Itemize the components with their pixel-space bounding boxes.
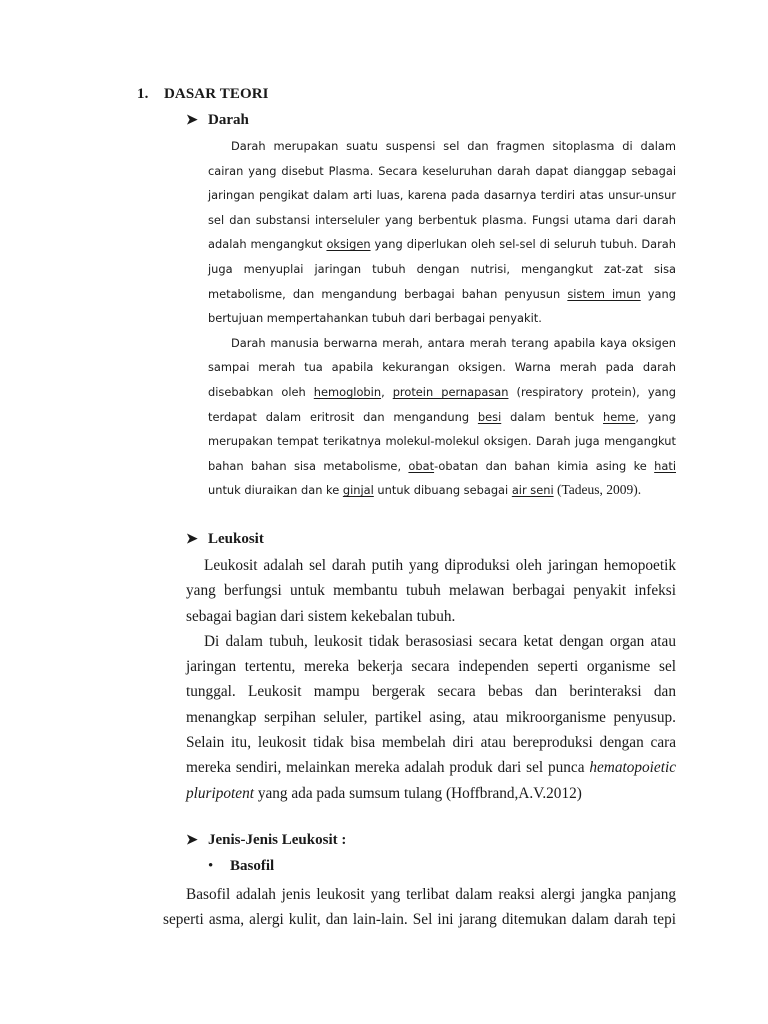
subheading-leukosit-title: Leukosit: [208, 531, 264, 547]
text-line: untuk diuraikan dan ke ginjal untuk dibuang sebagai air seni (Tadeus, 2009).: [208, 482, 642, 498]
subheading-leukosit: [186, 531, 264, 548]
section-title: DASAR TEORI: [164, 86, 269, 102]
link-sistem-imun[interactable]: sistem imun: [567, 286, 641, 301]
text-line: Basofil adalah jenis leukosit yang terlibat dalam reaksi alergi jangka panjang: [186, 886, 676, 903]
text-line: terdapat dalam eritrosit dan mengandung besi dalam bentuk heme, yang: [208, 409, 676, 424]
text-line: adalah mengangkut oksigen yang diperlukan oleh sel-sel di seluruh tubuh. Darah: [208, 237, 676, 252]
basofil-text: [163, 882, 676, 933]
link-air-seni[interactable]: air seni: [511, 483, 554, 498]
darah-text: [208, 134, 676, 503]
arrow-bullet-icon: ➤: [186, 532, 198, 547]
link-heme[interactable]: heme: [603, 409, 636, 424]
bullet-basofil: [208, 858, 274, 875]
bullet-dot-icon: •: [208, 858, 214, 874]
arrow-bullet-icon: ➤: [186, 833, 198, 848]
text-line: sebagai bagian dari sistem kekebalan tubuh.: [186, 607, 456, 625]
link-oksigen[interactable]: oksigen: [326, 237, 371, 252]
text-line: pluripotent yang ada pada sumsum tulang (Hoffbrand,A.V.2012): [186, 784, 582, 802]
text-line: juga menyuplai jaringan tubuh dengan nutrisi, mengangkut zat-zat sisa: [208, 261, 676, 276]
section-number: 1.: [137, 86, 149, 102]
text-line: bertujuan mempertahankan tubuh dari berbagai penyakit.: [208, 311, 542, 326]
bullet-basofil-title: Basofil: [230, 858, 275, 874]
text-line: menangkap serpihan seluler, partikel asing, atau mikroorganisme penyusup.: [186, 708, 676, 726]
subheading-darah-title: Darah: [208, 112, 249, 128]
leukosit-text: [186, 553, 676, 806]
text-line: Selain itu, leukosit tidak bisa membelah diri atau bereproduksi dengan cara: [186, 734, 676, 752]
text-line: jaringan pengikat dalam arti luas, karena pada dasarnya terdiri atas unsur-unsur: [208, 188, 676, 203]
text-line: bahan bahan sisa metabolisme, obat-obatan dan bahan kimia asing ke hati: [208, 458, 676, 473]
text-line: Darah manusia berwarna merah, antara merah terang apabila kaya oksigen: [231, 335, 676, 350]
arrow-bullet-icon: ➤: [186, 113, 198, 128]
text-line: mereka sendiri, melainkan mereka adalah produk dari sel punca hematopoietic: [186, 759, 676, 777]
subheading-jenis-title: Jenis-Jenis Leukosit :: [208, 832, 347, 848]
text-line: seperti asma, alergi kulit, dan lain-lain. Sel ini jarang ditemukan dalam darah tepi: [163, 911, 676, 929]
text-line: jaringan tertentu, mereka bekerja secara independen seperti organisme sel: [186, 658, 676, 676]
text-line: disebabkan oleh hemoglobin, protein pernapasan (respiratory protein), yang: [208, 384, 676, 399]
text-line: yang berfungsi untuk membantu tubuh melawan berbagai penyakit infeksi: [186, 582, 676, 600]
section-heading: [137, 86, 269, 103]
link-hati[interactable]: hati: [654, 458, 676, 473]
link-protein-pernapasan[interactable]: protein pernapasan: [392, 384, 509, 399]
text-line: sel dan substansi interseluler yang berbentuk plasma. Fungsi utama dari darah: [208, 212, 676, 227]
text-line: merupakan tempat terikatnya molekul-molekul oksigen. Darah juga mengangkut: [208, 434, 676, 449]
text-line: Darah merupakan suatu suspensi sel dan fragmen sitoplasma di dalam: [231, 139, 676, 153]
text-line: cairan yang disebut Plasma. Secara keseluruhan darah dapat dianggap sebagai: [208, 163, 676, 178]
subheading-darah: [186, 112, 249, 129]
link-ginjal[interactable]: ginjal: [342, 483, 374, 498]
link-besi[interactable]: besi: [477, 409, 502, 424]
text-line: sampai merah tua apabila kekurangan oksigen. Warna merah pada darah: [208, 360, 676, 375]
text-line: metabolisme, dan mengandung berbagai bahan penyusun sistem imun yang: [208, 286, 676, 301]
citation: (Tadeus, 2009).: [553, 482, 642, 498]
text-line: tunggal. Leukosit mampu bergerak secara bebas dan berinteraksi dan: [186, 683, 676, 701]
link-obat[interactable]: obat: [408, 458, 435, 473]
link-hemoglobin[interactable]: hemoglobin: [313, 384, 382, 399]
subheading-jenis-leukosit: [186, 832, 346, 849]
text-line: Leukosit adalah sel darah putih yang diproduksi oleh jaringan hemopoetik: [204, 557, 676, 574]
text-line: Di dalam tubuh, leukosit tidak berasosiasi secara ketat dengan organ atau: [204, 632, 676, 650]
